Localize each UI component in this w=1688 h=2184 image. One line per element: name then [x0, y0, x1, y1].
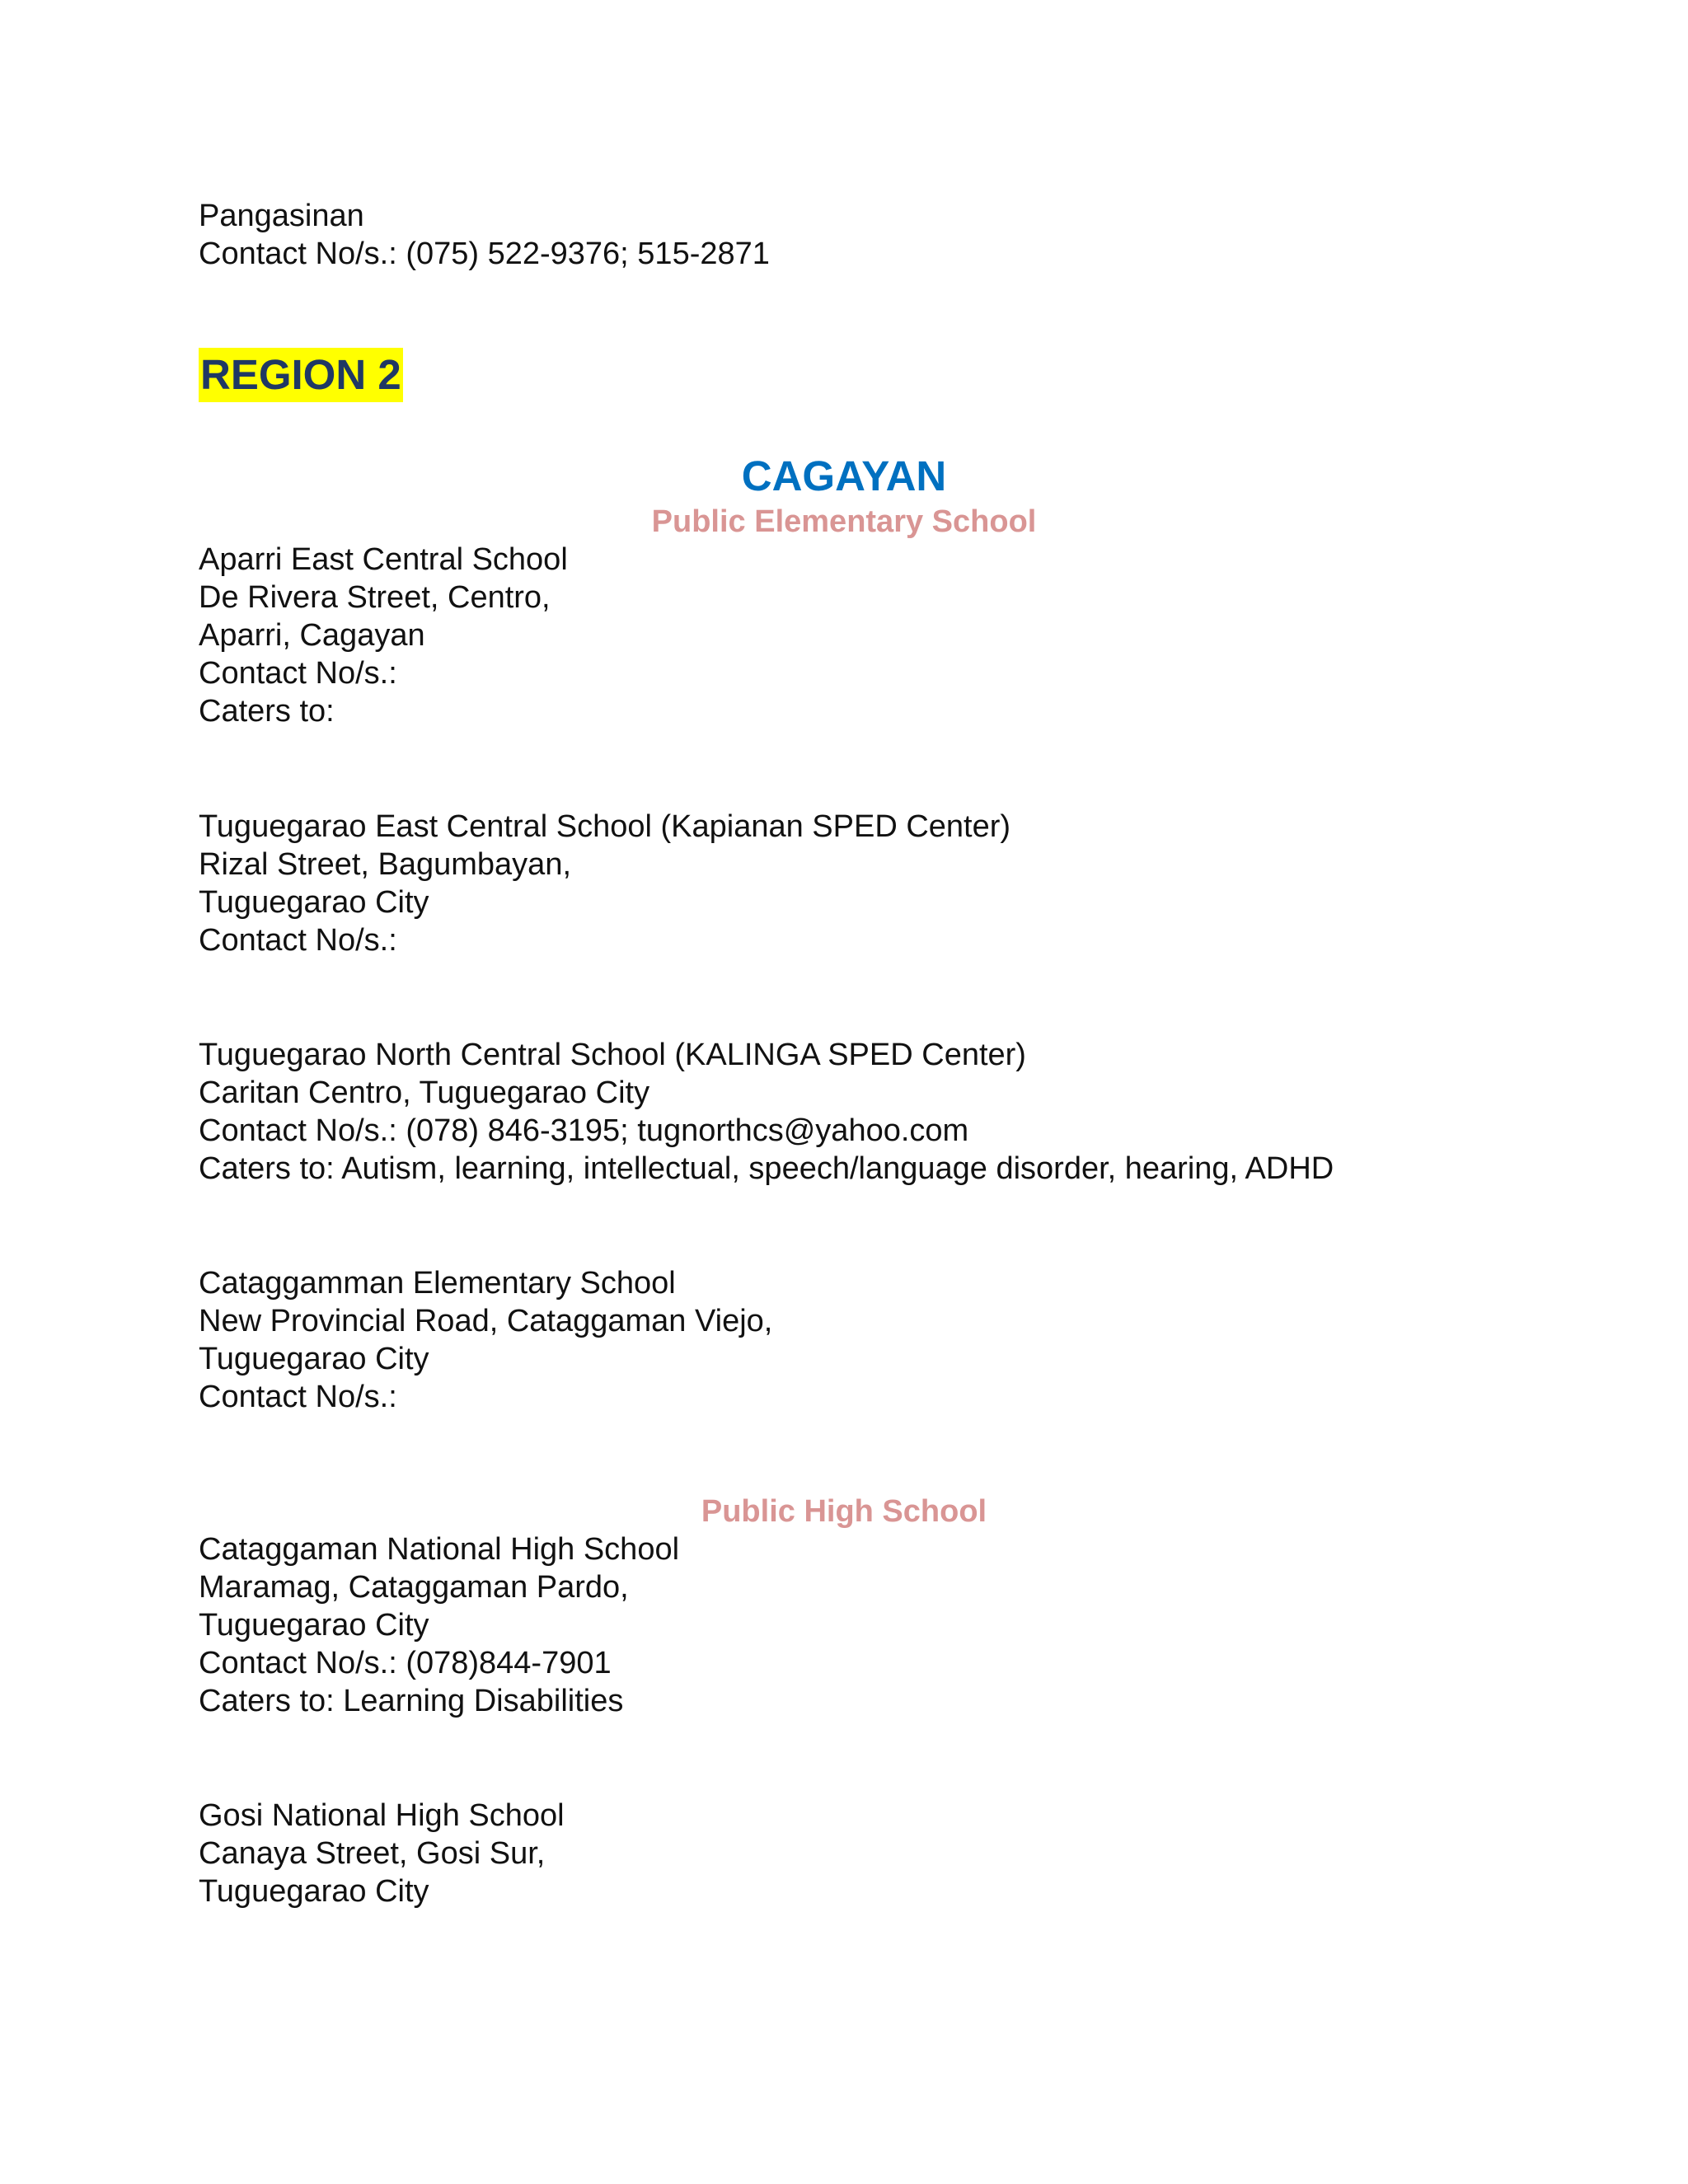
school-name: Gosi National High School	[199, 1798, 565, 1833]
school-address: Tuguegarao City	[199, 1874, 429, 1909]
region-heading: REGION 2	[199, 348, 403, 402]
school-address: Tuguegarao City	[199, 1342, 429, 1376]
school-address: Caritan Centro, Tuguegarao City	[199, 1076, 650, 1110]
school-name: Aparri East Central School	[199, 542, 568, 577]
school-name: Cataggamman Elementary School	[199, 1266, 676, 1301]
school-contact: Contact No/s.: (078)844-7901	[199, 1646, 612, 1680]
school-name: Tuguegarao East Central School (Kapianan SPED Center)	[199, 809, 1011, 844]
school-contact: Contact No/s.:	[199, 923, 397, 958]
school-name: Cataggaman National High School	[199, 1532, 680, 1567]
school-contact: Contact No/s.:	[199, 656, 397, 691]
school-address: Canaya Street, Gosi Sur,	[199, 1836, 546, 1871]
school-address: Rizal Street, Bagumbayan,	[199, 847, 572, 882]
school-contact: Contact No/s.: (078) 846-3195; tugnorthcs@yahoo.com	[199, 1113, 969, 1148]
school-caters: Caters to: Learning Disabilities	[199, 1684, 624, 1718]
school-name: Tuguegarao North Central School (KALINGA SPED Center)	[199, 1038, 1026, 1072]
school-address: Maramag, Cataggaman Pardo,	[199, 1570, 629, 1605]
carryover-province: Pangasinan	[199, 199, 364, 233]
school-address: Tuguegarao City	[199, 1608, 429, 1643]
school-caters: Caters to:	[199, 694, 335, 729]
school-contact: Contact No/s.:	[199, 1380, 397, 1414]
school-address: New Provincial Road, Cataggaman Viejo,	[199, 1304, 773, 1338]
school-address: De Rivera Street, Centro,	[199, 580, 551, 615]
school-address: Tuguegarao City	[199, 885, 429, 920]
highschool-section-heading: Public High School	[701, 1494, 987, 1529]
elementary-section-heading: Public Elementary School	[651, 504, 1037, 539]
school-address: Aparri, Cagayan	[199, 618, 425, 653]
carryover-contact: Contact No/s.: (075) 522-9376; 515-2871	[199, 237, 770, 271]
province-heading: CAGAYAN	[741, 452, 947, 499]
school-caters: Caters to: Autism, learning, intellectual, speech/language disorder, hearing, ADHD	[199, 1151, 1334, 1186]
